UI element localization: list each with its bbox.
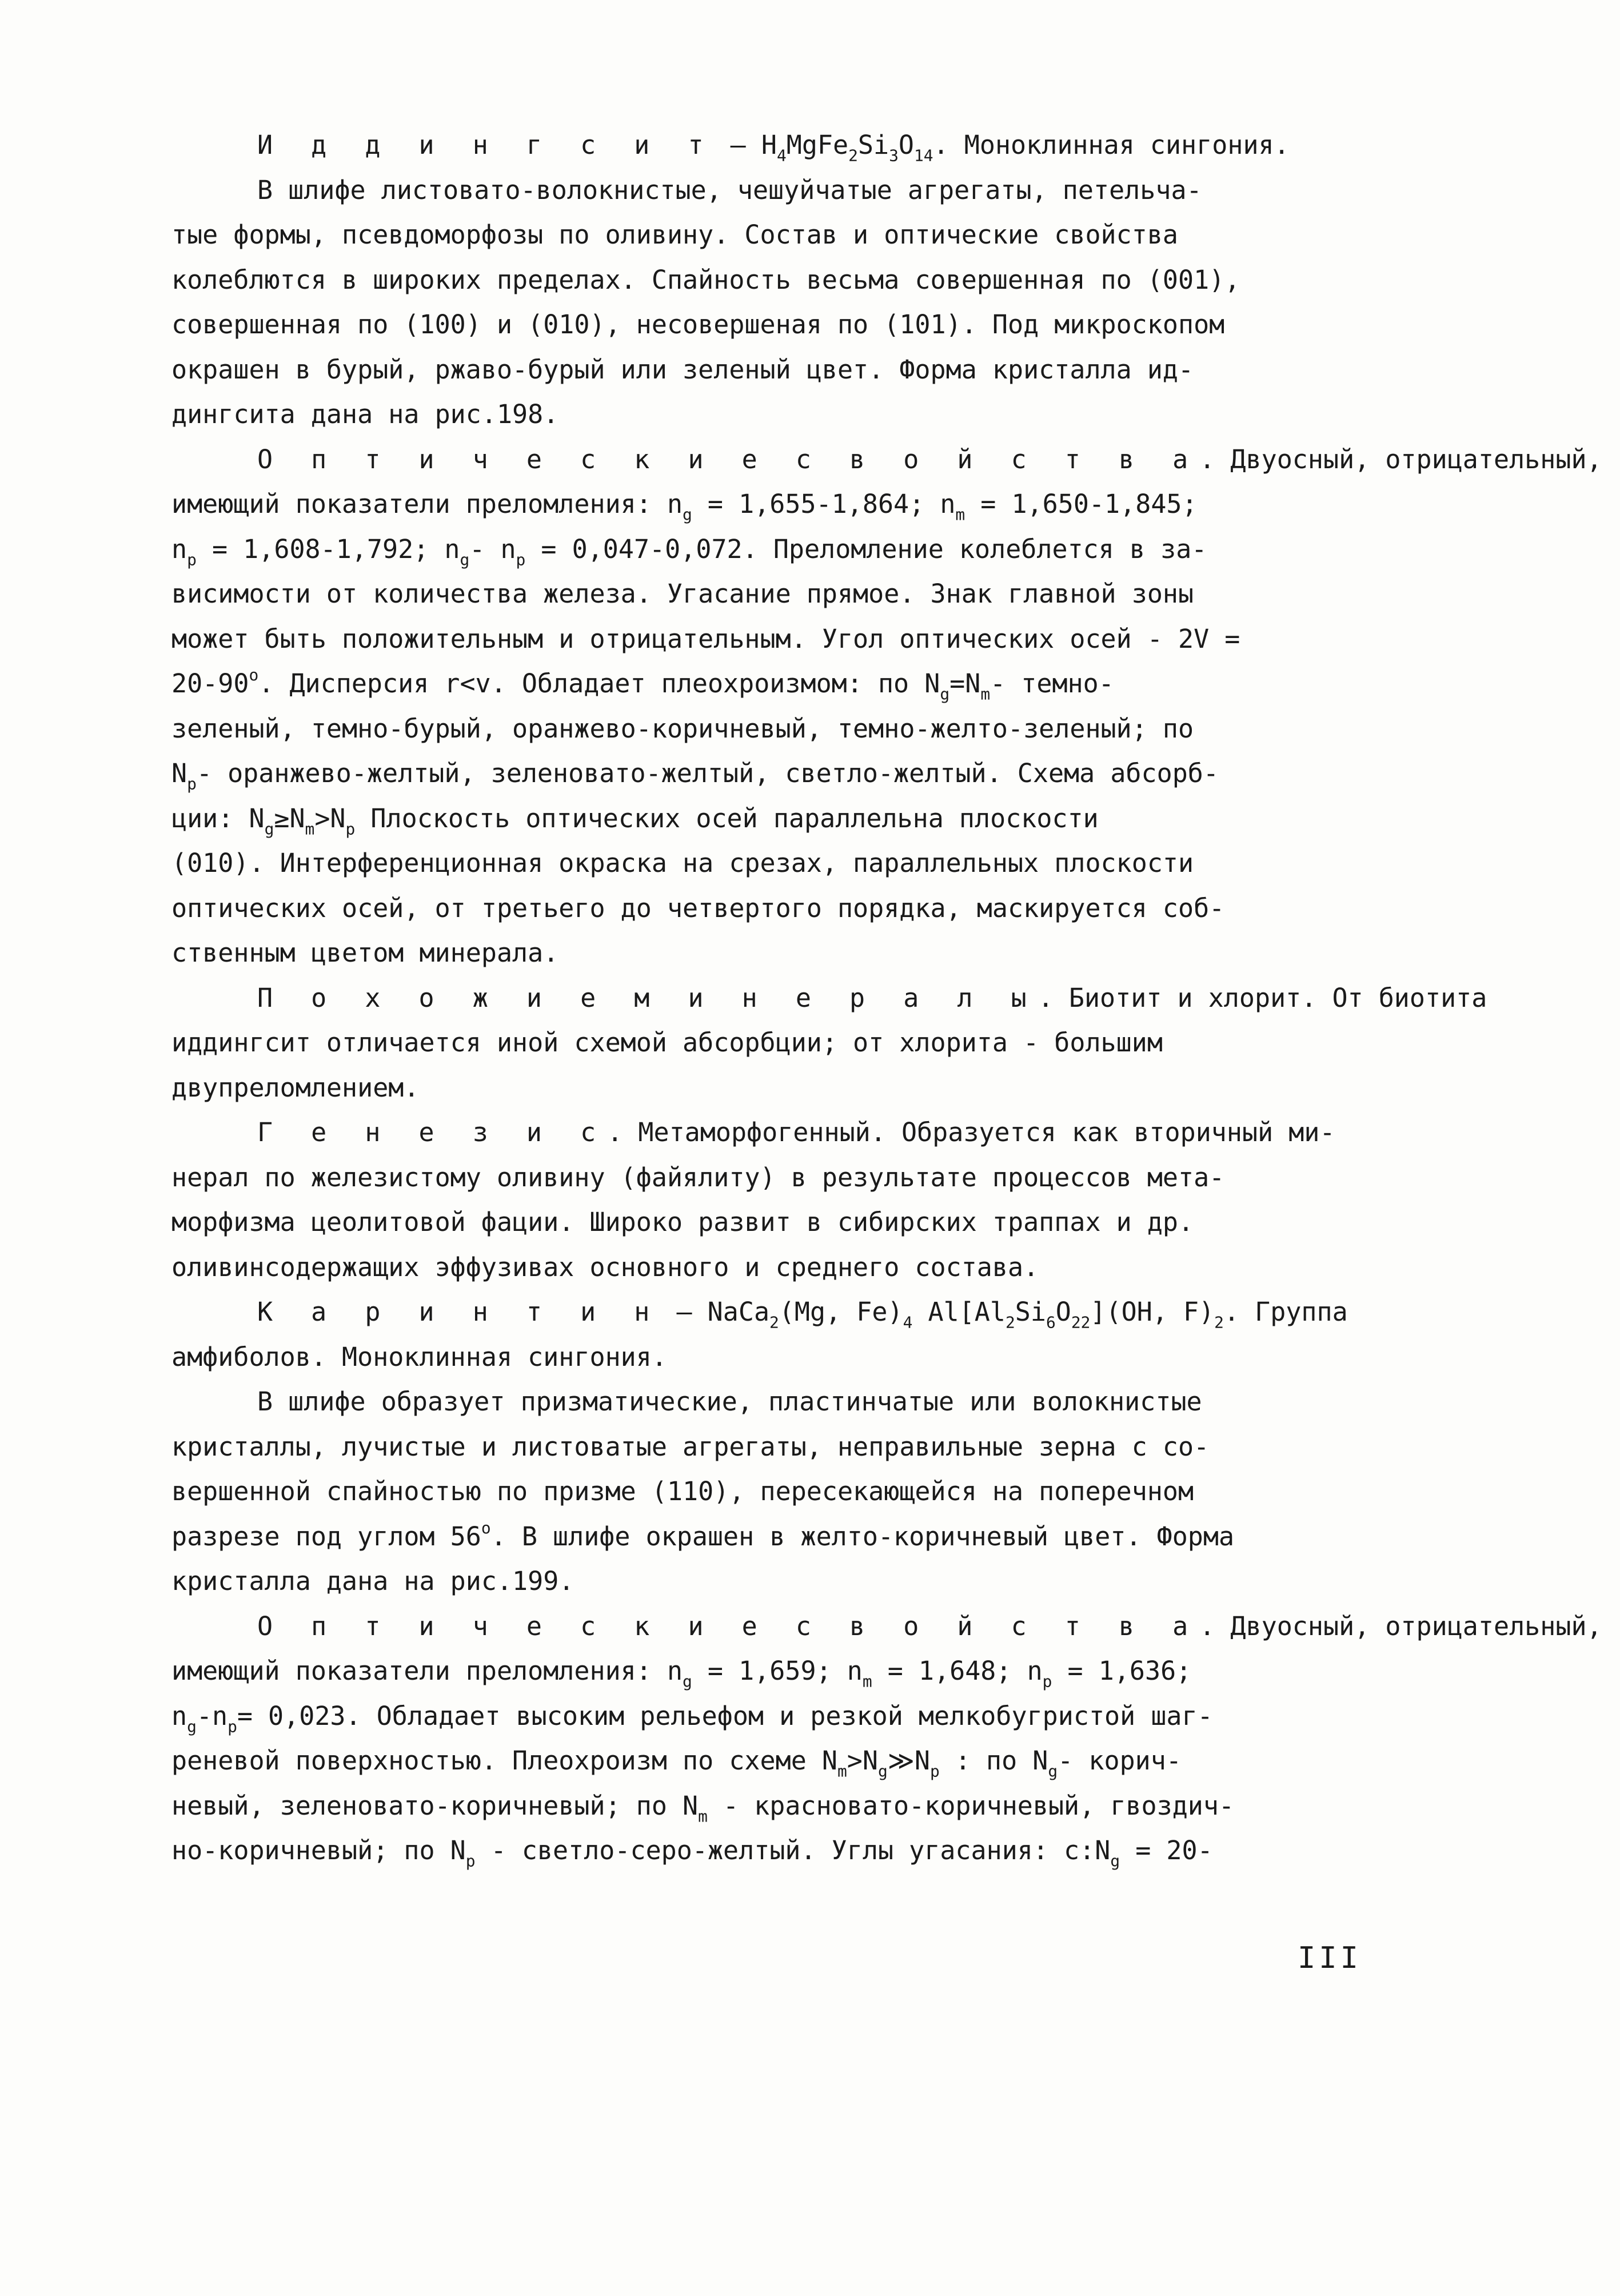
text-run: имеющий показатели преломления: n (171, 489, 683, 519)
text-run: висимости от количества железа. Угасание прямое. Знак главной зоны (171, 579, 1194, 609)
text-run: = 1,648; n (872, 1656, 1043, 1686)
text-run: окрашен в бурый, ржаво-бурый или зеленый цвет. Форма кристалла ид- (171, 354, 1194, 385)
text-line (171, 1335, 1446, 1380)
text-line (171, 302, 1446, 348)
text-line (171, 482, 1446, 527)
text-line (171, 1604, 1602, 1649)
subscript: g (1110, 1851, 1120, 1871)
subscript: m (980, 684, 991, 704)
text-run: имеющий показатели преломления: n (171, 1656, 683, 1686)
text-run: O (898, 130, 914, 160)
text-run: ≥N (274, 803, 305, 834)
text-run: ≫N (887, 1745, 930, 1776)
subscript: m (955, 505, 965, 524)
text-run: Si (857, 130, 889, 160)
text-line (171, 392, 1446, 437)
text-run: но-коричневый; по N (171, 1835, 466, 1866)
text-line (171, 213, 1446, 258)
text-run: вершенной спайностью по призме (110), пересекающейся на поперечном (171, 1476, 1194, 1506)
text-run: : по N (939, 1745, 1048, 1776)
subscript: 2 (1214, 1313, 1224, 1332)
text-run: невый, зеленовато-коричневый; по N (171, 1790, 699, 1821)
text-run: В шлифе листовато-волокнистые, чешуйчатые агрегаты, петельча- (257, 174, 1202, 205)
text-run: - n (469, 533, 516, 564)
superscript: o (481, 1518, 491, 1537)
text-run: n (171, 533, 187, 564)
subscript: m (305, 819, 315, 839)
text-run: двупреломлением. (171, 1072, 420, 1103)
text-run: совершенная по (100) и (010), несовершеная по (101). Под микроскопом (171, 309, 1225, 340)
subscript: m (698, 1807, 708, 1826)
text-line (171, 1245, 1446, 1290)
text-line (171, 123, 1446, 168)
text-line (171, 1559, 1446, 1604)
text-run: Плоскость оптических осей параллельна плоскости (355, 803, 1099, 834)
text-run: 20-90 (171, 668, 249, 699)
text-line (171, 661, 1446, 707)
text-run: N (171, 758, 187, 788)
subscript: g (1048, 1761, 1058, 1781)
text-line (171, 168, 1446, 213)
text-run: кристалла дана на рис.199. (171, 1566, 574, 1596)
subscript: m (862, 1672, 872, 1691)
text-run: - красновато-коричневый, гвоздич- (707, 1790, 1235, 1821)
subscript: p (187, 550, 197, 569)
text-run: O (1055, 1297, 1071, 1327)
text-run: дингсита дана на рис.198. (171, 399, 559, 429)
text-run: n (171, 1700, 187, 1731)
text-run: -n (196, 1700, 228, 1731)
text-run: = 0,047-0,072. Преломление колеблется в за- (525, 533, 1207, 564)
text-line (171, 1425, 1446, 1470)
text-run: >N (314, 803, 346, 834)
text-run: разрезе под углом 56 (171, 1521, 481, 1552)
text-run: . Метаморфогенный. Образуется как вторичный ми- (607, 1117, 1335, 1147)
text-run: ции: N (171, 803, 265, 834)
subscript: g (940, 684, 950, 704)
text-run: - темно- (990, 668, 1114, 699)
text-line (171, 1021, 1446, 1066)
subscript: 2 (769, 1313, 779, 1332)
text-line (171, 1694, 1446, 1739)
text-line (171, 437, 1602, 483)
spaced-heading: О п т и ч е с к и е с в о й с т в а (257, 1611, 1200, 1641)
spaced-heading: И д д и н г с и т (257, 130, 715, 160)
subscript: 6 (1046, 1313, 1056, 1332)
subscript: 22 (1071, 1313, 1091, 1332)
text-line (171, 931, 1446, 976)
text-run: (010). Интерференционная окраска на срезах, параллельных плоскости (171, 848, 1194, 878)
subscript: p (187, 774, 197, 794)
text-run: - корич- (1058, 1745, 1182, 1776)
text-run: . Группа (1223, 1297, 1348, 1327)
text-line (171, 1739, 1446, 1784)
subscript: 3 (889, 146, 899, 165)
subscript: 2 (1005, 1313, 1015, 1332)
text-run: морфизма цеолитовой фации. Широко развит в сибирских траппах и др. (171, 1207, 1194, 1237)
text-run: ственным цветом минерала. (171, 938, 559, 968)
text-line (171, 1828, 1446, 1874)
text-line (171, 707, 1446, 752)
text-line (171, 1784, 1446, 1829)
superscript: o (249, 665, 259, 685)
spaced-heading: Г е н е з и с (257, 1117, 608, 1147)
text-line (171, 348, 1446, 393)
text-line (171, 572, 1446, 617)
text-run: (Mg, Fe) (779, 1297, 903, 1327)
text-line (171, 796, 1446, 842)
text-line (171, 617, 1446, 662)
text-run: - оранжево-желтый, зеленовато-желтый, светло-желтый. Схема абсорб- (196, 758, 1219, 788)
text-line (171, 1469, 1446, 1514)
subscript: m (837, 1761, 847, 1781)
spaced-heading: П о х о ж и е м и н е р а л ы (257, 982, 1038, 1013)
text-line (171, 1380, 1446, 1425)
subscript: g (683, 505, 692, 524)
text-run: . Моноклинная сингония. (933, 130, 1290, 160)
text-run: нерал по железистому оливину (файялиту) в результате процессов мета- (171, 1162, 1225, 1193)
subscript: g (877, 1761, 888, 1781)
text-run: = 1,636; (1052, 1656, 1192, 1686)
text-line (171, 841, 1446, 886)
text-run: может быть положительным и отрицательным. Угол оптических осей - 2V = (171, 623, 1240, 654)
text-line (171, 1066, 1446, 1111)
text-run: – H (715, 130, 777, 160)
text-run: . Двуосный, отрицательный, (1199, 1611, 1602, 1641)
text-run: колеблются в широких пределах. Спайность весьма совершенная по (001), (171, 264, 1240, 295)
text-run: = 20- (1120, 1835, 1213, 1866)
text-run: реневой поверхностью. Плеохроизм по схеме N (171, 1745, 837, 1776)
subscript: 4 (903, 1313, 913, 1332)
subscript: g (683, 1672, 692, 1691)
text-run: . В шлифе окрашен в желто-коричневый цвет. Форма (490, 1521, 1235, 1552)
text-run: >N (847, 1745, 878, 1776)
text-run: – NaCa (661, 1297, 770, 1327)
text-line (171, 1514, 1446, 1560)
page-number: III (1298, 1941, 1362, 1975)
subscript: p (929, 1761, 940, 1781)
spaced-heading: К а р и н т и н (257, 1297, 661, 1327)
text-line (171, 527, 1446, 572)
text-run: кристаллы, лучистые и листоватые агрегаты, неправильные зерна с со- (171, 1431, 1210, 1462)
text-run: =N (949, 668, 981, 699)
subscript: p (516, 550, 526, 569)
subscript: 2 (848, 146, 858, 165)
text-run: - светло-серо-желтый. Углы угасания: c:N (475, 1835, 1111, 1866)
text-run: зеленый, темно-бурый, оранжево-коричневый, темно-желто-зеленый; по (171, 713, 1194, 744)
subscript: g (187, 1717, 197, 1736)
text-run: = 1,650-1,845; (965, 489, 1198, 519)
text-run: В шлифе образует призматические, пластинчатые или волокнистые (257, 1386, 1202, 1417)
text-run: ](OH, F) (1090, 1297, 1215, 1327)
body-text (171, 123, 1602, 1874)
subscript: p (228, 1717, 237, 1736)
text-run: . Двуосный, отрицательный, (1199, 444, 1602, 475)
text-run: = 1,659; n (692, 1656, 863, 1686)
text-line (171, 976, 1487, 1021)
text-run: . Биотит и хлорит. От биотита (1038, 982, 1487, 1013)
text-line (171, 1649, 1446, 1694)
text-line (171, 886, 1446, 931)
text-line (171, 1110, 1446, 1155)
text-run: = 1,655-1,864; n (692, 489, 956, 519)
text-line (171, 751, 1446, 796)
text-line (171, 1290, 1446, 1335)
text-line (171, 1155, 1446, 1201)
text-run: Al[Al (912, 1297, 1005, 1327)
subscript: 4 (776, 146, 787, 165)
subscript: p (1042, 1672, 1052, 1691)
subscript: p (345, 819, 356, 839)
text-run: оливинсодержащих эффузивах основного и среднего состава. (171, 1251, 1039, 1282)
text-run: . Дисперсия r<v. Обладает плеохроизмом: по N (258, 668, 940, 699)
subscript: g (460, 550, 470, 569)
text-run: = 1,608-1,792; n (196, 533, 460, 564)
text-line (171, 258, 1446, 303)
text-run: иддингсит отличается иной схемой абсорбции; от хлорита - большим (171, 1027, 1163, 1058)
text-run: тые формы, псевдоморфозы по оливину. Состав и оптические свойства (171, 220, 1178, 250)
subscript: 14 (914, 146, 933, 165)
text-run: MgFe (786, 130, 849, 160)
text-line (171, 1200, 1446, 1245)
subscript: p (465, 1851, 476, 1871)
text-run: Si (1015, 1297, 1046, 1327)
text-run: оптических осей, от третьего до четвертого порядка, маскируется соб- (171, 892, 1225, 923)
text-run: = 0,023. Обладает высоким рельефом и резкой мелкобугристой шаг- (237, 1700, 1213, 1731)
spaced-heading: О п т и ч е с к и е с в о й с т в а (257, 444, 1200, 475)
subscript: g (264, 819, 274, 839)
text-run: амфиболов. Моноклинная сингония. (171, 1341, 667, 1372)
